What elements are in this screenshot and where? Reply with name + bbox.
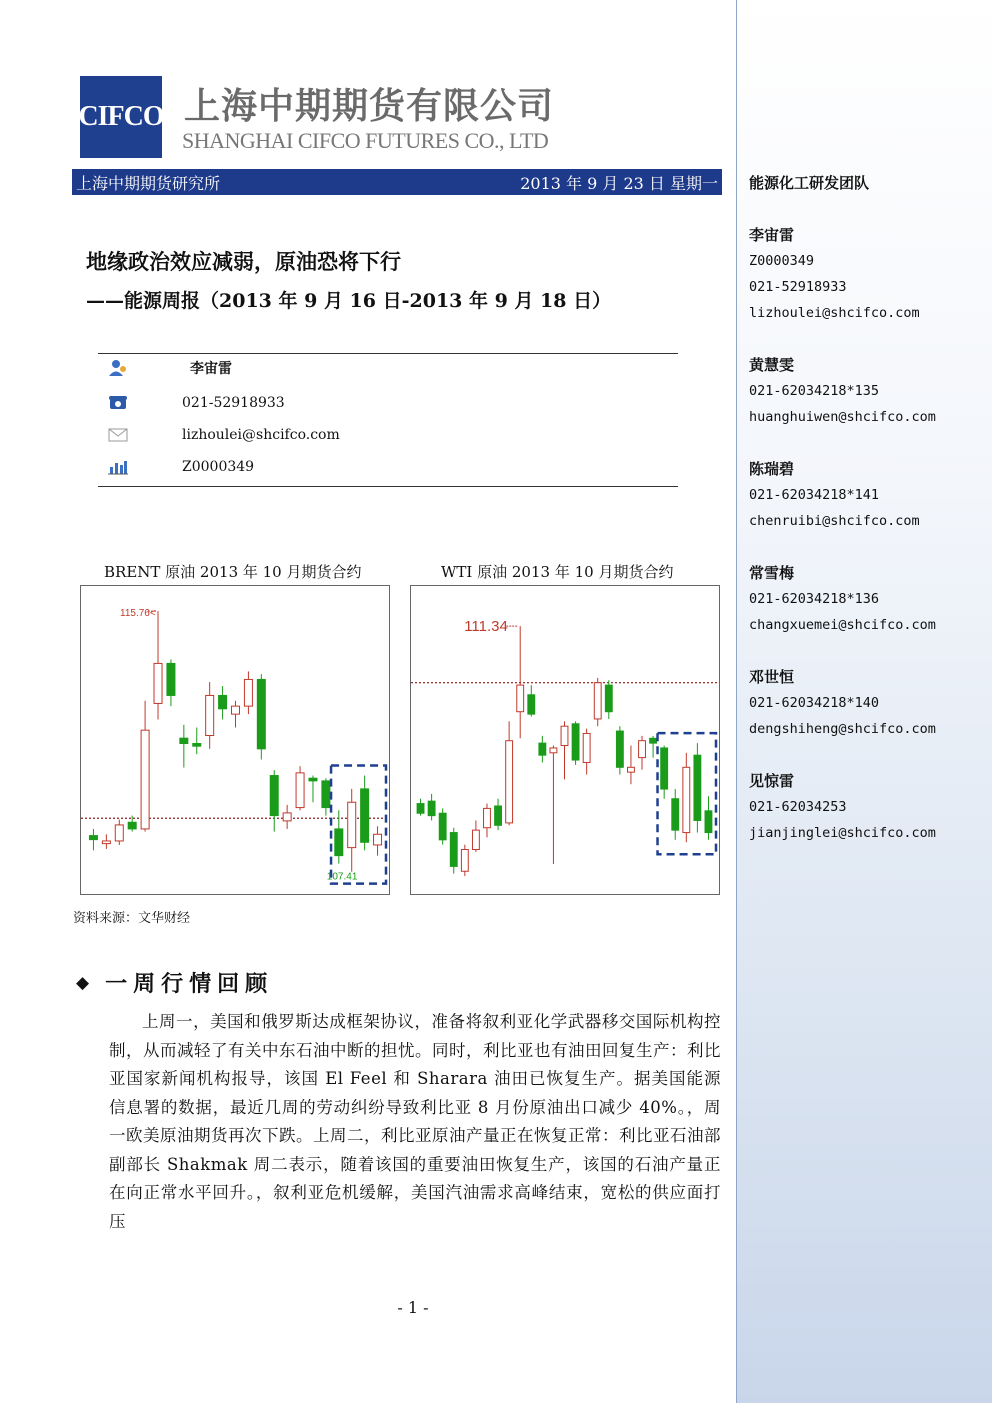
candle-body [374, 834, 382, 845]
contact-name: 陈瑞碧 [749, 460, 795, 478]
contact-email[interactable]: dengshiheng@shcifco.com [749, 721, 936, 737]
candle-body [694, 755, 701, 820]
candle-body [528, 695, 535, 714]
candle-body [309, 778, 317, 781]
candle-body [672, 799, 679, 830]
candle-body [244, 679, 252, 706]
phone-icon [108, 394, 128, 412]
author-phone-row [108, 394, 285, 412]
candle-body [450, 833, 457, 867]
candle-body [572, 724, 579, 760]
price-annotation: 107.41 [326, 871, 358, 883]
candle-body [484, 808, 491, 827]
contact-name: 常雪梅 [749, 564, 795, 582]
contact-detail: 021-62034218*136 [749, 591, 880, 607]
mail-icon [108, 426, 128, 444]
contact-email[interactable]: huanghuiwen@shcifco.com [749, 409, 936, 425]
candle-body [154, 663, 162, 703]
contact-email[interactable]: jianjinglei@shcifco.com [749, 825, 936, 841]
wti-candlestick-svg [411, 586, 718, 893]
contact-card [749, 664, 936, 742]
body-paragraph: 上周一，美国和俄罗斯达成框架协议，准备将叙利亚化学武器移交国际机构控制，从而减轻了有关中东石油中断的担忧。同时，利比亚也有油田回复生产：利比亚国家新闻机构报导，该国 El Feel 和 Sharara 油田已恢复生产。据美国能源信息署的数据，最近几周的劳动纠纷导致利比亚 8 月份原油出口减少 40%。，周一欧美原油期货再次下跌。上周二，利比亚原油产量正在恢复正常：利比亚石油部副部长 Shakmak 周二表示，随着该国的重要油田恢复生产，该国的石油产量正在向正常水平回升。，叙利亚危机缓解，美国汽油需求高峰结束，宽松的供应面打压 [109, 1012, 721, 1231]
candle-body [428, 801, 435, 816]
team-name: 能源化工研发团队 [749, 174, 870, 192]
report-title: 地缘政治效应减弱，原油恐将下行 [86, 249, 401, 274]
candle-body [206, 695, 214, 735]
brent-chart [80, 585, 390, 895]
wti-chart-title: WTI 原油 2013 年 10 月期货合约 [441, 563, 674, 581]
candle-body [180, 738, 188, 743]
candle-body [128, 822, 136, 829]
page-number: - 1 - [397, 1298, 429, 1317]
candle-body [594, 683, 601, 719]
price-annotation: 111.34 [464, 618, 508, 636]
contact-card [749, 222, 920, 326]
candle-body [102, 841, 110, 844]
author-email[interactable]: lizhoulei@shcifco.com [182, 427, 340, 443]
contact-name: 邓世恒 [749, 668, 795, 686]
candle-body [661, 748, 668, 789]
candle-body [257, 679, 265, 748]
candle-body [417, 804, 424, 814]
brent-chart-title: BRENT 原油 2013 年 10 月期货合约 [104, 563, 362, 581]
author-license-row [108, 458, 254, 476]
candle-body [167, 663, 175, 695]
candle-body [639, 741, 646, 758]
candle-body [283, 813, 291, 821]
candle-body [583, 733, 590, 762]
company-name-cn: 上海中期期货有限公司 [184, 86, 555, 127]
candle-body [89, 836, 97, 840]
contact-sidebar [736, 0, 992, 1403]
company-name-en: SHANGHAI CIFCO FUTURES CO., LTD [182, 128, 549, 153]
contact-name: 李宙雷 [749, 226, 795, 244]
candle-body [616, 731, 623, 767]
candle-body [650, 738, 657, 743]
candle-body [270, 776, 278, 816]
cifco-logo: CIFCO [80, 76, 162, 158]
contact-card [749, 768, 936, 846]
report-date: 2013 年 9 月 23 日 星期一 [520, 173, 718, 193]
wti-chart [410, 585, 720, 895]
contact-detail: 021-62034253 [749, 799, 847, 815]
contact-detail: 021-62034218*135 [749, 383, 880, 399]
candle-body [361, 789, 369, 842]
candle-body [472, 830, 479, 849]
contact-name: 黄慧雯 [749, 356, 795, 374]
contact-detail: 021-52918933 [749, 279, 847, 295]
candle-body [539, 743, 546, 755]
candle-body [141, 730, 149, 829]
contact-card [749, 456, 920, 534]
price-annotation: 115.76< [120, 608, 156, 620]
brent-candlestick-svg [81, 586, 388, 893]
contact-email[interactable]: chenruibi@shcifco.com [749, 513, 920, 529]
candle-body [322, 781, 330, 808]
candle-body [506, 741, 513, 823]
section-title: 一周行情回顾 [105, 971, 274, 997]
candle-body [683, 767, 690, 832]
candle-body [517, 685, 524, 712]
candle-body [605, 685, 612, 712]
contact-card [749, 560, 936, 638]
contact-name: 见惊雷 [749, 772, 795, 790]
candle-body [193, 744, 201, 747]
author-info-box [98, 353, 678, 487]
contact-email[interactable]: lizhoulei@shcifco.com [749, 305, 920, 321]
data-source: 资料来源：文华财经 [73, 911, 191, 926]
section-heading [76, 967, 273, 998]
candle-body [628, 767, 635, 772]
candle-body [231, 706, 239, 714]
contact-email[interactable]: changxuemei@shcifco.com [749, 617, 936, 633]
author-phone: 021-52918933 [182, 395, 285, 411]
candle-body [335, 829, 343, 856]
institute-name: 上海中期期货研究所 [76, 173, 221, 193]
contact-card [749, 352, 936, 430]
candle-body [296, 773, 304, 808]
contact-detail: 021-62034218*140 [749, 695, 880, 711]
candle-body [461, 849, 468, 871]
candle-body [115, 825, 123, 841]
candle-body [495, 806, 502, 825]
candle-body [550, 748, 557, 753]
candle-body [705, 811, 712, 833]
author-name-row [108, 358, 232, 378]
contact-detail: 021-62034218*141 [749, 487, 880, 503]
contact-detail: Z0000349 [749, 253, 815, 269]
report-subtitle: ——能源周报（2013 年 9 月 16 日-2013 年 9 月 18 日） [86, 290, 612, 312]
author-name: 李宙雷 [190, 361, 232, 377]
chart-icon [108, 458, 128, 476]
candle-body [219, 695, 227, 708]
person-icon [108, 359, 128, 377]
author-license: Z0000349 [182, 459, 255, 475]
diamond-bullet-icon: ◆ [76, 972, 90, 993]
candle-body [561, 726, 568, 745]
candle-body [439, 813, 446, 840]
candle-body [348, 802, 356, 847]
report-header-bar [72, 169, 722, 195]
author-email-row [108, 426, 340, 444]
